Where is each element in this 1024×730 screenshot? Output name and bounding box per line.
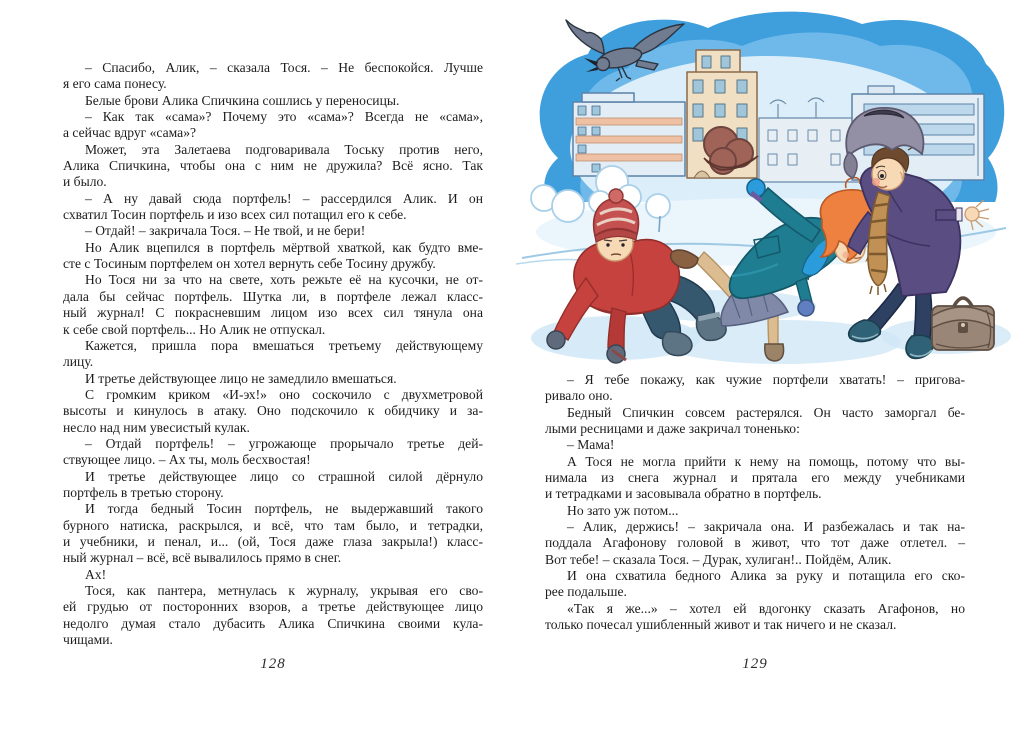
text-line: лицу. (63, 354, 94, 370)
text-line: я его сама понесу. (63, 76, 167, 92)
text-line: И третье действующее лицо со страшной силой дёрнуло (85, 468, 483, 484)
text-line: Но Алик вцепился в портфель мёртвой хваткой, как будто вме- (85, 239, 483, 255)
text-line: высоты и кинулось в атаку. Оно подскочило к обидчику и за- (63, 403, 483, 419)
girl-mitten-down (798, 300, 814, 316)
text-line: нимала из снега журнал и прятала его между учебниками (545, 470, 965, 486)
text-line: ей грудью от посторонних взоров, а третье действующее лицо (63, 599, 483, 615)
text-line: Может, эта Залетаева подговаривала Тоську против него, (85, 141, 483, 157)
text-line: только почесал ушибленный живот и так ничего и не сказал. (545, 617, 897, 633)
text-line: Кажется, пришла пора вмешаться третьему действующему (85, 337, 483, 353)
right-page-text (545, 372, 965, 634)
text-line: Ах! (85, 566, 107, 582)
text-line: несло над ним увесистый кулак. (63, 419, 250, 435)
text-line: – А ну давай сюда портфель! – рассердился Алик. И он (85, 190, 483, 206)
text-line: бурного натиска, раскрылся, и всё, что там было, и тетрадки, (63, 517, 483, 533)
page-number-right: 129 (742, 656, 768, 672)
text-line: – Мама! (567, 437, 615, 453)
text-line: сте с Тосиным портфелем он хотел вернуть себе Тосину дружбу. (63, 256, 436, 272)
text-line: а сейчас вдруг «сама»? (63, 125, 197, 141)
illustration (516, 6, 1014, 368)
text-line: поддала Агафонову головой в живот, что тот даже отлетел. – (545, 535, 965, 551)
text-line: – Алик, держись! – закричала она. И разбежалась и так на- (567, 519, 965, 535)
red-boy-mitten-1 (547, 331, 565, 349)
text-line: к себе свой портфель... Но Алик не отпускал. (63, 321, 326, 337)
text-line: Но Тося ни за что на свете, хоть режьте её на кусочки, не от- (85, 272, 483, 288)
text-line: ривало оно. (545, 388, 613, 404)
text-line: Но зато уж потом... (567, 502, 679, 518)
text-line: и тетрадками и засовывала обратно в портфель. (545, 486, 822, 502)
text-line: недолго думая стало дубасить Алика Спичкина своими кула- (63, 615, 483, 631)
text-line: – Спасибо, Алик, – сказала Тося. – Не беспокойся. Лучше (85, 60, 483, 75)
text-line: «Так я же...» – хотел ей вдогонку сказать Агафонов, но (567, 600, 965, 616)
text-line: ный журнал! С покрасневшим лицом изо всех сил тянула она (63, 305, 483, 321)
text-line: И тогда бедный Тосин портфель, не выдержавший такого (85, 501, 483, 517)
text-line: лыми ресницами и даже закричал тоненько: (545, 421, 800, 437)
text-line: дала бы сейчас портфель. Шутка ли, в портфеле лежал класс- (63, 288, 483, 304)
text-line: Вот тебе! – сказала Тося. – Дурак, хулиган!.. Пойдём, Алик. (545, 551, 892, 567)
text-line: чищами. (63, 632, 113, 648)
text-line: – Как так «сама»? Почему это «сама»? Всегда не «сама», (85, 109, 483, 125)
text-line: Тося, как пантера, метнулась к журналу, укрывая его сво- (85, 583, 483, 598)
text-line: портфель в третью сторону. (63, 484, 224, 500)
text-line: – Отдай портфель! – угрожающе прорычало третье дей- (85, 435, 483, 451)
text-line: и было. (63, 174, 107, 190)
text-line: И она схватила бедного Алика за руку и потащила его ско- (567, 568, 965, 584)
text-line: и учебники, и пенал, и... (ой, Тося даже глаза закрыла!) класс- (63, 533, 483, 549)
text-line: – Я тебе покажу, как чужие портфели хватать! – пригова- (567, 372, 965, 387)
text-line: Алика Спичкина, чтобы она с ним не дружила? Всё ясно. Так (63, 158, 483, 174)
text-line: ствующее лицо. – Ах ты, моль бесхвостая! (63, 452, 311, 468)
girl-boot-down (765, 344, 784, 361)
building-left (573, 93, 685, 176)
text-line: А Тося не могла прийти к нему на помощь, потому что вы- (567, 453, 965, 469)
briefcase (932, 298, 994, 350)
page-number-left: 128 (260, 656, 286, 672)
text-line: Белые брови Алика Спичкина сошлись у переносицы. (85, 92, 400, 108)
text-line: С громким криком «И-эх!» оно соскочило с двухметровой (85, 386, 483, 402)
text-line: схватил Тосин портфель и изо всех сил потащил его к себе. (63, 207, 407, 223)
text-line: – Отдай! – закричала Тося. – Не твой, и не бери! (85, 223, 366, 239)
text-line: Бедный Спичкин совсем растерялся. Он часто заморгал бе- (567, 404, 965, 420)
text-line: ный журнал – всё, всё вывалилось прямо в снег. (63, 550, 342, 566)
text-line: И третье действующее лицо не замедлило вмешаться. (85, 370, 397, 386)
left-page-text (63, 60, 483, 648)
text-line: рее подальше. (545, 584, 627, 600)
